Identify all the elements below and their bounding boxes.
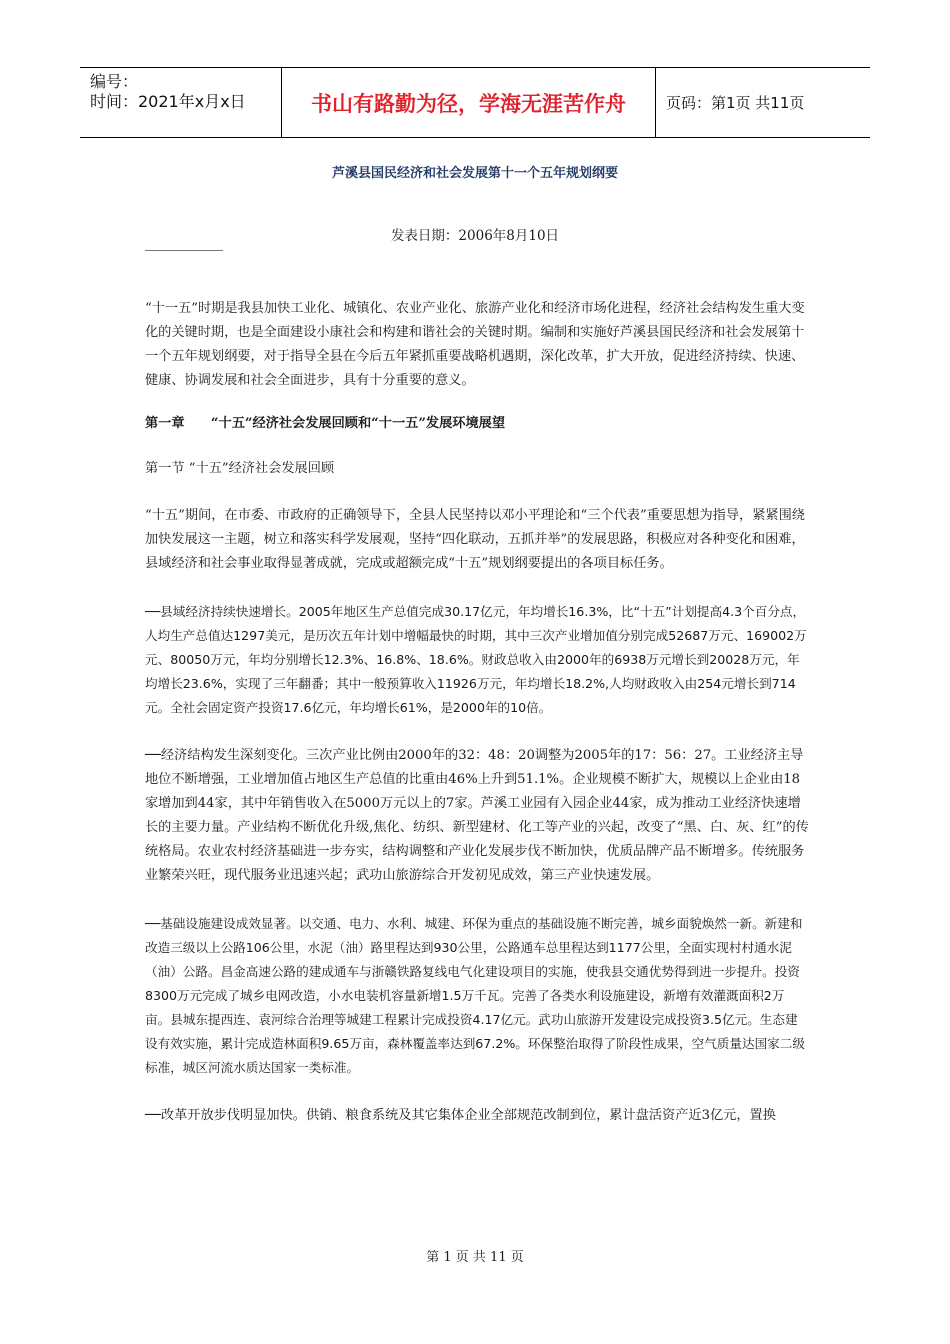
header-left-cell <box>80 68 282 137</box>
body-paragraph: ──县域经济持续快速增长。2005年地区生产总值完成30.17亿元，年均增长16.3%，比“十五”计划提高4.3个百分点，人均生产总值达1297美元，是历次五年计划中增幅最快的时期，其中三次产业增加值分别完成52687万元、169002万元、80050万元，年均分别增长12.3%、16.8%、18.6%。财政总收入由2000年的6938万元增长到20028万元，年均增长23.6%，实现了三年翻番；其中一般预算收入11926万元，年均增长18.2%,人均财政收入由254元增长到714元。全社会固定资产投资17.6亿元，年均增长61%，是2000年的10倍。 <box>145 604 807 715</box>
body-paragraph: ──改革开放步伐明显加快。供销、粮食系统及其它集体企业全部规范改制到位，累计盘活资产近3亿元，置换 <box>145 1108 776 1123</box>
divider <box>145 250 223 251</box>
body-paragraph: ──基础设施建设成效显著。以交通、电力、水利、城建、环保为重点的基础设施不断完善，城乡面貌焕然一新。新建和改造三级以上公路106公里，水泥（油）路里程达到930公里，公路通车总里程达到1177公里，全面实现村村通水泥（油）公路。昌金高速公路的建成通车与浙赣铁路复线电气化建设项目的实施，使我县交通优势得到进一步提升。投资8300万元完成了城乡电网改造，小水电装机容量新增1.5万千瓦。完善了各类水利设施建设，新增有效灌溉面积2万亩。县城东提西连、袁河综合治理等城建工程累计完成投资4.17亿元。武功山旅游开发建设完成投资3.5亿元。生态建设有效实施，累计完成造林面积9.65万亩，森林覆盖率达到67.2%。环保整治取得了阶段性成果，空气质量达国家二级标准，城区河流水质达国家一类标准。 <box>145 916 805 1075</box>
intro-paragraph: “十一五”时期是我县加快工业化、城镇化、农业产业化、旅游产业化和经济市场化进程，经济社会结构发生重大变化的关键时期，也是全面建设小康社会和构建和谐社会的关键时期。编制和实施好芦溪县国民经济和社会发展第十一个五年规划纲要，对于指导全县在今后五年紧抓重要战略机遇期，深化改革，扩大开放，促进经济持续、快速、健康、协调发展和社会全面进步，具有十分重要的意义。 <box>145 301 805 388</box>
number-label: 编号： <box>90 72 139 91</box>
body-paragraph: “十五”期间，在市委、市政府的正确领导下，全县人民坚持以邓小平理论和“三个代表”重要思想为指导，紧紧围绕加快发展这一主题，树立和落实科学发展观，坚持“四化联动，五抓并举”的发展思路，积极应对各种变化和困难，县域经济和社会事业取得显著成就，完成或超额完成“十五”规划纲要提出的各项目标任务。 <box>145 508 805 571</box>
page-info: 页码：第1页 共11页 <box>666 94 805 112</box>
body-paragraph: ──经济结构发生深刻变化。三次产业比例由2000年的32：48：20调整为2005年的17：56：27。工业经济主导地位不断增强，工业增加值占地区生产总值的比重由46%上升到51.1%。企业规模不断扩大，规模以上企业由18家增加到44家，其中年销售收入在5000万元以上的7家。芦溪工业园有入园企业44家，成为推动工业经济快速增长的主要力量。产业结构不断优化升级,焦化、纺织、新型建材、化工等产业的兴起，改变了“黑、白、灰、红”的传统格局。农业农村经济基础进一步夯实，结构调整和产业化发展步伐不断加快，优质品牌产品不断增多。传统服务业繁荣兴旺，现代服务业迅速兴起；武功山旅游综合开发初见成效，第三产业快速发展。 <box>145 748 809 883</box>
document-title: 芦溪县国民经济和社会发展第十一个五年规划纲要 <box>331 166 618 181</box>
publish-date: 发表日期：2006年8月10日 <box>390 228 560 244</box>
page-footer: 第 1 页 共 11 页 <box>426 1250 524 1265</box>
section-heading: 第一节 “十五”经济社会发展回顾 <box>145 461 335 476</box>
slogan: 书山有路勤为径，学海无涯苦作舟 <box>282 68 656 137</box>
time-label: 时间：2021年x月x日 <box>90 92 246 111</box>
document-body <box>145 297 809 1152</box>
header-table <box>80 67 870 138</box>
chapter-heading: 第一章 “十五”经济社会发展回顾和“十一五”发展环境展望 <box>145 416 506 431</box>
